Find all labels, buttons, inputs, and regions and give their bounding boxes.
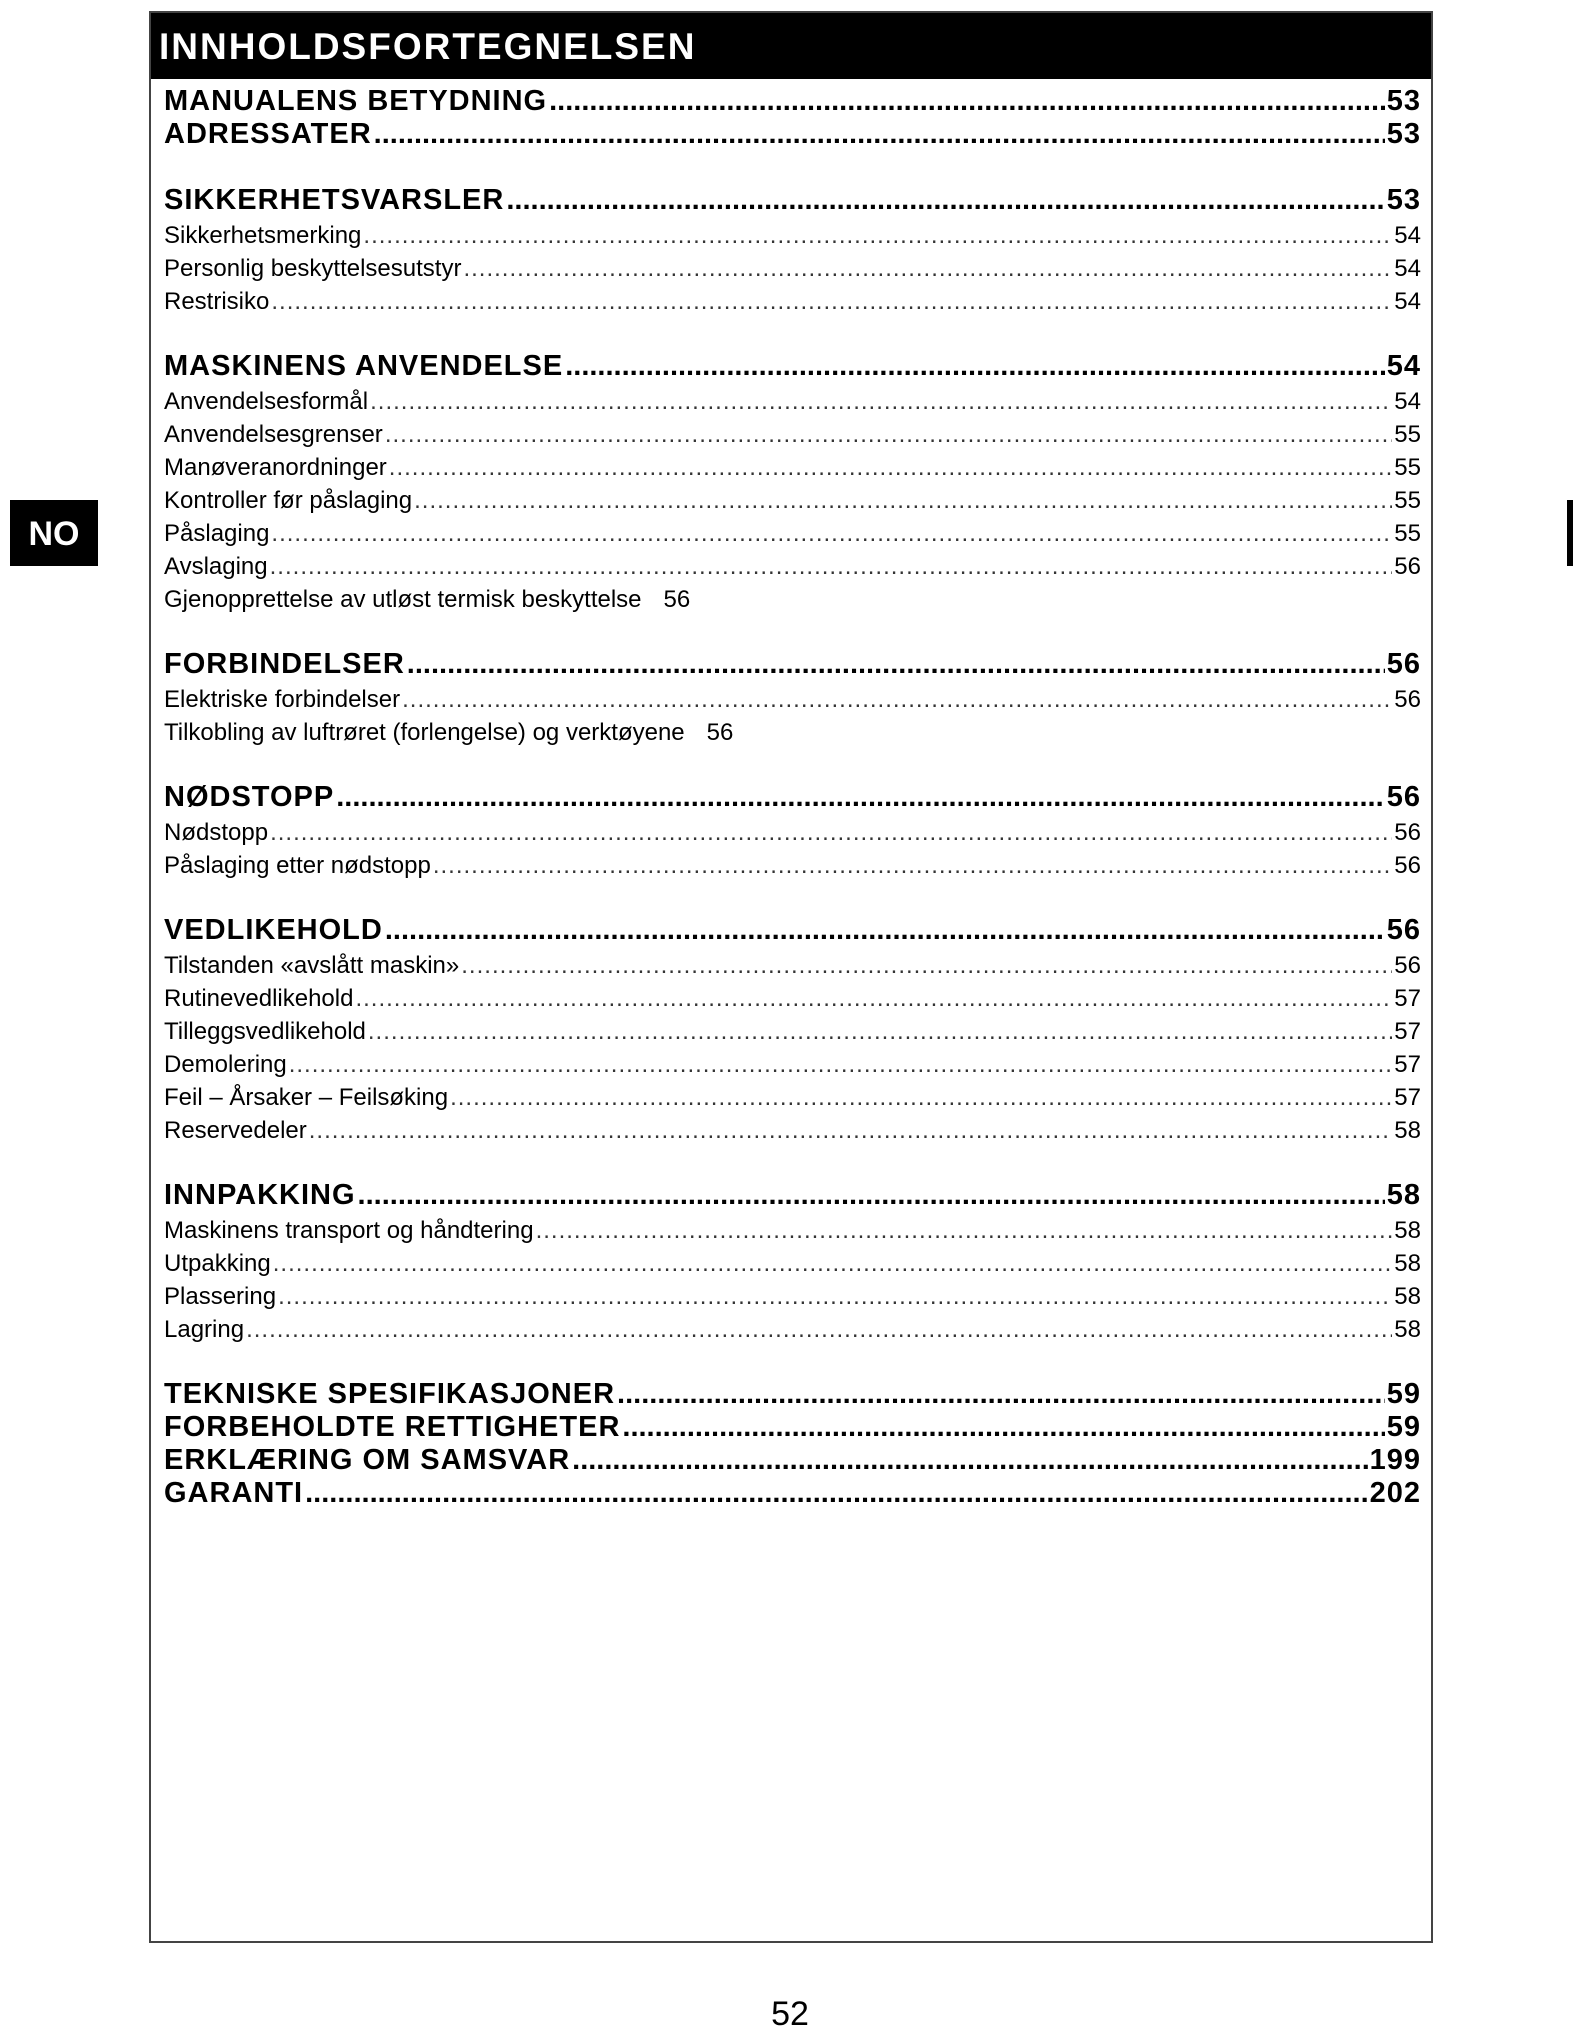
toc-entry-label: Anvendelsesformål [164,388,369,415]
toc-entry-label: Nødstopp [164,819,269,846]
toc-entry-page: 55 [1394,487,1421,514]
toc-entry-label: Tilkobling av luftrøret (forlengelse) og verktøyene [164,719,685,746]
toc-item[interactable] [164,1216,1421,1246]
toc-item[interactable] [164,1083,1421,1113]
toc-entry-page: 54 [1394,255,1421,282]
toc-entry-page: 56 [1394,686,1421,713]
toc-item[interactable] [164,552,1421,582]
toc-entry-label: INNPAKKING [164,1179,356,1211]
page-title: INNHOLDSFORTEGNELSEN [151,13,1431,79]
toc-item[interactable] [164,254,1421,284]
toc-entry-page: 56 [1394,952,1421,979]
dot-leader [461,951,1392,981]
toc-entry-label: FORBINDELSER [164,648,405,680]
dot-leader [270,552,1393,582]
toc-entry-label: Demolering [164,1051,287,1078]
dot-leader [402,685,1392,715]
toc-entry-label: ERKLÆRING OM SAMSVAR [164,1444,571,1476]
toc-entry-label: Elektriske forbindelser [164,686,401,713]
toc-entry-label: Restrisiko [164,288,270,315]
dot-leader [407,647,1385,681]
dot-leader [363,221,1392,251]
toc-entry-label: Reservedeler [164,1117,307,1144]
toc-entry-label: Avslaging [164,553,268,580]
dot-leader [370,387,1392,417]
toc-entry-page: 57 [1394,985,1421,1012]
toc-section-sikkerhetsvarsler[interactable] [164,183,1421,217]
toc-entry-label: Kontroller før påslaging [164,487,413,514]
toc-entry-label: Utpakking [164,1250,271,1277]
toc-item[interactable] [164,1315,1421,1345]
toc-section-erklaering-om-samsvar[interactable] [164,1443,1421,1477]
toc-entry-label: Anvendelsesgrenser [164,421,383,448]
dot-leader [463,254,1392,284]
toc-entry-page: 59 [1386,1378,1421,1410]
dot-leader [572,1443,1367,1477]
toc-entry-label: MASKINENS ANVENDELSE [164,350,564,382]
dot-leader [278,1282,1392,1312]
toc-entry-label: Tilstanden «avslått maskin» [164,952,460,979]
toc-entry-label: TEKNISKE SPESIFIKASJONER [164,1378,616,1410]
toc-entry-page: 202 [1369,1477,1421,1509]
toc-entry-page: 56 [1394,819,1421,846]
toc-entry-label: Påslaging etter nødstopp [164,852,431,879]
toc-entry-page: 57 [1394,1084,1421,1111]
dot-leader [289,1050,1393,1080]
toc-item[interactable] [164,1116,1421,1146]
toc-item[interactable] [164,287,1421,317]
toc-item[interactable] [164,851,1421,881]
dot-leader [271,287,1392,317]
toc-entry-label: Feil – Årsaker – Feilsøking [164,1084,449,1111]
dot-leader [622,1410,1384,1444]
toc-item[interactable] [164,1017,1421,1047]
dot-leader [271,519,1392,549]
toc-entry-label: GARANTI [164,1477,304,1509]
toc-entry-label: Plassering [164,1283,277,1310]
toc-entry-page: 56 [1394,553,1421,580]
margin-marker [1567,500,1573,566]
toc-section-forbeholdte-rettigheter[interactable] [164,1410,1421,1444]
toc-entry-page: 58 [1386,1179,1421,1211]
dot-leader [389,453,1393,483]
toc-item[interactable] [164,486,1421,516]
toc-item[interactable] [164,420,1421,450]
toc-entry-page: 56 [1386,914,1421,946]
toc-entry-page: 59 [1386,1411,1421,1443]
dot-leader [385,420,1392,450]
dot-leader [270,818,1392,848]
dot-leader [309,1116,1393,1146]
page-number: 52 [771,1995,809,2033]
toc-entry-label: Maskinens transport og håndtering [164,1217,534,1244]
dot-leader [336,780,1385,814]
dot-leader [273,1249,1393,1279]
toc-entry-page: 56 [1386,648,1421,680]
toc-item[interactable] [164,984,1421,1014]
toc-entry-label: SIKKERHETSVARSLER [164,184,505,216]
toc-entry-label: ADRESSATER [164,118,372,150]
toc-entry-page: 55 [1394,454,1421,481]
toc-item[interactable] [164,1050,1421,1080]
toc-section-tekniske-spesifikasjoner[interactable] [164,1377,1421,1411]
toc-entry-page: 56 [663,586,691,613]
toc-entry-label: Sikkerhetsmerking [164,222,362,249]
toc-entry-page: 58 [1394,1316,1421,1343]
dot-leader [368,1017,1392,1047]
dot-leader [506,183,1384,217]
toc-item[interactable] [164,221,1421,251]
dot-leader [617,1377,1385,1411]
dot-leader [549,84,1385,118]
toc-entry-page: 58 [1394,1250,1421,1277]
toc-item[interactable] [164,387,1421,417]
toc-entry-page: 199 [1369,1444,1421,1476]
toc-entry-page: 54 [1386,350,1421,382]
dot-leader [358,1178,1385,1212]
toc-entry-page: 57 [1394,1051,1421,1078]
toc-section-forbindelser[interactable] [164,647,1421,681]
dot-leader [433,851,1392,881]
toc-item[interactable] [164,585,1421,615]
toc-section-manualens-betydning[interactable] [164,84,1421,118]
toc-entry-page: 55 [1394,421,1421,448]
dot-leader [374,117,1385,151]
toc-entry-label: Rutinevedlikehold [164,985,354,1012]
toc-entry-page: 58 [1394,1217,1421,1244]
toc-entry-label: Manøveranordninger [164,454,387,481]
toc-frame [149,11,1433,1943]
toc-item[interactable] [164,685,1421,715]
toc-section-nodstopp[interactable] [164,780,1421,814]
dot-leader [565,349,1385,383]
toc-entry-label: Lagring [164,1316,245,1343]
toc-entry-page: 54 [1394,288,1421,315]
dot-leader [355,984,1392,1014]
toc-entry-page: 57 [1394,1018,1421,1045]
dot-leader [385,913,1385,947]
toc-section-vedlikehold[interactable] [164,913,1421,947]
toc-entry-page: 53 [1386,118,1421,150]
toc-entry-page: 53 [1386,184,1421,216]
toc-entry-page: 58 [1394,1283,1421,1310]
dot-leader [414,486,1392,516]
toc-entry-page: 55 [1394,520,1421,547]
toc-item[interactable] [164,453,1421,483]
toc-item[interactable] [164,1282,1421,1312]
toc-entry-page: 56 [706,719,734,746]
toc-entry-label: VEDLIKEHOLD [164,914,383,946]
toc-section-maskinens-anvendelse[interactable] [164,349,1421,383]
toc-entry-label: Gjenopprettelse av utløst termisk beskyttelse [164,586,642,613]
toc-section-innpakking[interactable] [164,1178,1421,1212]
toc-entry-page: 54 [1394,222,1421,249]
toc-entry-label: FORBEHOLDTE RETTIGHETER [164,1411,621,1443]
dot-leader [536,1216,1393,1246]
toc-item[interactable] [164,519,1421,549]
toc-item[interactable] [164,951,1421,981]
toc-entry-label: MANUALENS BETYDNING [164,85,548,117]
dot-leader [450,1083,1392,1113]
toc-item[interactable] [164,818,1421,848]
toc-item[interactable] [164,1249,1421,1279]
toc-entry-page: 54 [1394,388,1421,415]
toc-entry-page: 56 [1386,781,1421,813]
language-tab: NO [10,500,98,566]
toc-section-garanti[interactable] [164,1476,1421,1510]
toc-entry-label: NØDSTOPP [164,781,335,813]
toc-entry-page: 56 [1394,852,1421,879]
toc-entry-label: Tilleggsvedlikehold [164,1018,366,1045]
toc-entry-label: Påslaging [164,520,270,547]
toc-entry-page: 53 [1386,85,1421,117]
toc-entry-label: Personlig beskyttelsesutstyr [164,255,462,282]
dot-leader [305,1476,1368,1510]
toc-item[interactable] [164,718,1421,748]
dot-leader [246,1315,1392,1345]
toc-section-adressater[interactable] [164,117,1421,151]
toc-entry-page: 58 [1394,1117,1421,1144]
